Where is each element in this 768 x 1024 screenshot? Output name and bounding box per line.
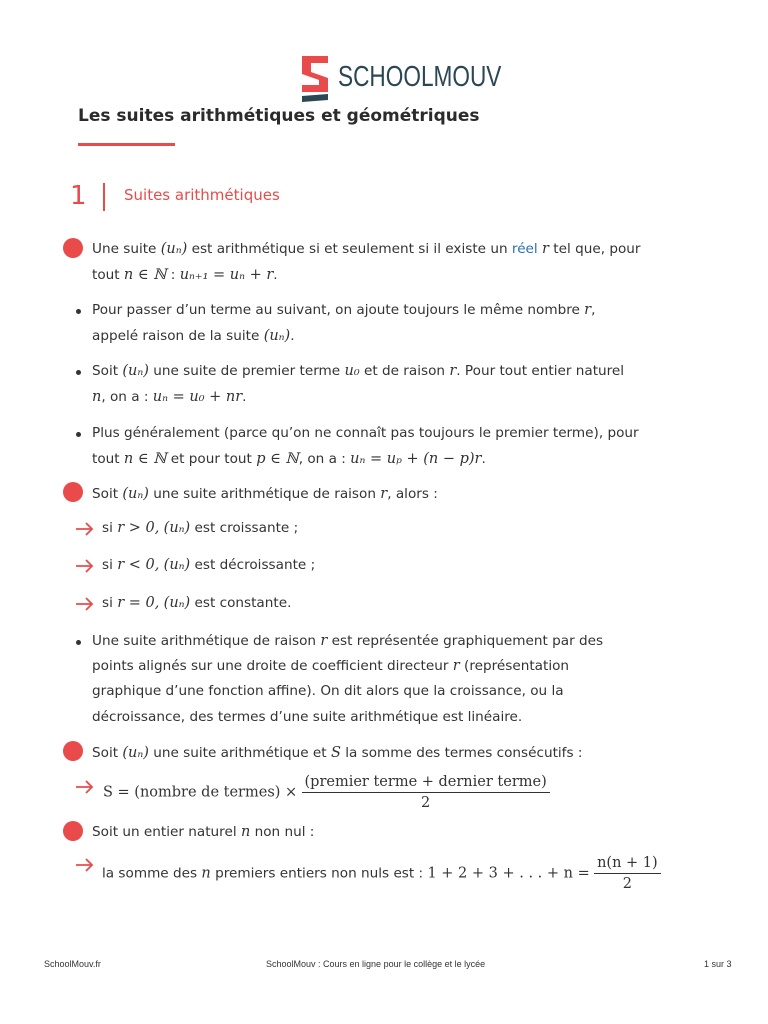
graph-line-3: graphique d’une fonction affine). On dit alors que la croissance, ou la (92, 683, 564, 699)
definition-line-2: tout n ∈ ℕ : uₙ₊₁ = uₙ + r. (92, 267, 278, 283)
schoolmouv-s-icon (298, 52, 332, 104)
graph-line-2: points alignés sur une droite de coefficient directeur r (représentation (92, 658, 570, 674)
logo-text: SCHOOLMOUV (338, 61, 502, 93)
red-dot-icon (63, 238, 83, 258)
case-croissante: si r > 0, (uₙ) est croissante ; (102, 520, 299, 536)
integer-sum-fraction: $\frac{n(n + 1)}{2}$ (594, 853, 661, 894)
footer-left: SchoolMouv.fr (44, 959, 101, 969)
integer-intro: Soit un entier naturel n non nul : (92, 824, 315, 840)
schoolmouv-logo (298, 52, 502, 104)
red-dot-icon (63, 741, 83, 761)
explicit-line-1: Soit (uₙ) une suite de premier terme u₀ et de raison r. Pour tout entier naturel (92, 363, 625, 379)
sum-fraction: $\frac{\text{(premier terme + dernier terme)}}{2}$ (302, 772, 550, 813)
arrow-right-icon (75, 858, 95, 872)
section-title: Suites arithmétiques (124, 186, 280, 204)
bullet-icon (76, 309, 81, 314)
bullet-icon (76, 370, 81, 375)
integer-sum-line: la somme des n premiers entiers non nuls est : 1 + 2 + 3 + . . . + n = $\frac{n(n + 1)}{2}$ (102, 853, 722, 894)
explicit-line-2: n, on a : uₙ = u₀ + nr. (92, 389, 247, 405)
variation-intro: Soit (uₙ) une suite arithmétique de raison r, alors : (92, 486, 438, 502)
arrow-right-icon (75, 559, 95, 573)
document-title: Les suites arithmétiques et géométriques (78, 106, 480, 126)
footer-center: SchoolMouv : Cours en ligne pour le collège et le lycée (266, 959, 486, 969)
red-dot-icon (63, 821, 83, 841)
case-decroissante: si r < 0, (uₙ) est décroissante ; (102, 557, 316, 573)
arrow-right-icon (75, 597, 95, 611)
arrow-right-icon (75, 522, 95, 536)
case-constante: si r = 0, (uₙ) est constante. (102, 595, 292, 611)
title-underline (78, 143, 175, 146)
arrow-right-icon (75, 780, 95, 794)
section-divider (103, 183, 105, 211)
footer-page: 1 sur 3 (704, 959, 732, 969)
sum-formula: S = (nombre de termes) × $\frac{\text{(premier terme + dernier terme)}}{2}$ (103, 772, 723, 813)
bullet-icon (76, 432, 81, 437)
red-dot-icon (63, 482, 83, 502)
reel-link[interactable]: réel (511, 241, 538, 257)
bullet-icon (76, 640, 81, 645)
graph-line-1: Une suite arithmétique de raison r est représentée graphiquement par des (92, 633, 604, 649)
sum-intro: Soit (uₙ) une suite arithmétique et S la somme des termes consécutifs : (92, 745, 583, 761)
general-line-1: Plus généralement (parce qu’on ne connaît pas toujours le premier terme), pour (92, 425, 639, 441)
raison-line-1: Pour passer d’un terme au suivant, on ajoute toujours le même nombre r, (92, 302, 596, 318)
general-line-2: tout n ∈ ℕ et pour tout p ∈ ℕ, on a : uₙ = uₚ + (n − p)r. (92, 451, 486, 467)
raison-line-2: appelé raison de la suite (uₙ). (92, 328, 295, 344)
definition-line-1: Une suite (uₙ) est arithmétique si et seulement si il existe un réel r tel que, pour (92, 241, 641, 257)
graph-line-4: décroissance, des termes d’une suite arithmétique est linéaire. (92, 709, 523, 725)
section-number: 1 (70, 181, 87, 211)
